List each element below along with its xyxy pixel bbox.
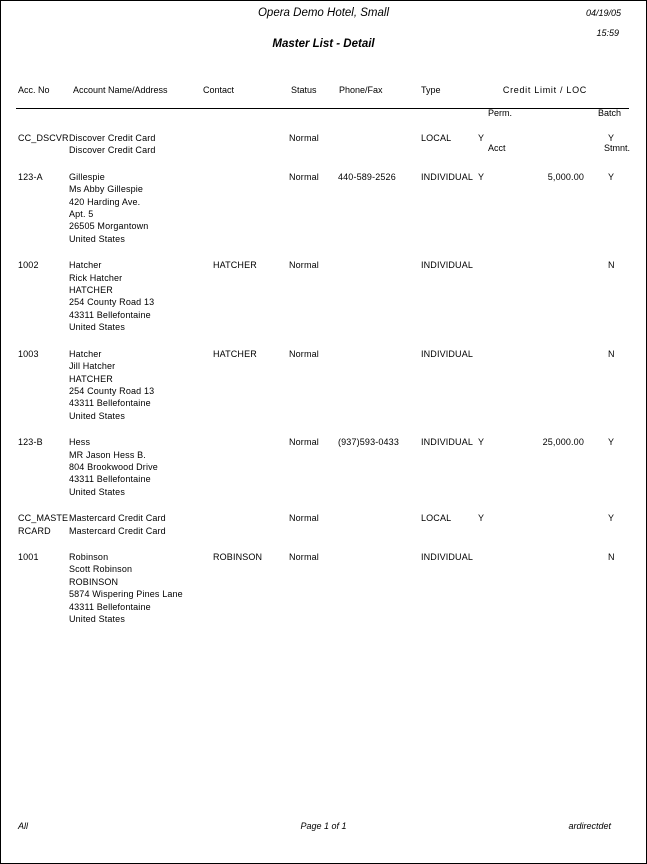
cell-name-line: Hatcher [69, 348, 102, 359]
table-row [1, 132, 646, 157]
cell-name-line: Apt. 5 [69, 209, 94, 220]
cell-credit: 5,000.00 [547, 171, 584, 182]
cell-acc [18, 348, 39, 360]
cell-name-line: United States [69, 486, 125, 497]
column-header-perm-line1: Perm. [488, 108, 513, 118]
cell-acc-line: 123-A [18, 171, 43, 182]
cell-name [69, 348, 646, 422]
cell-name-line: Gillespie [69, 171, 105, 182]
cell-name-line: Ms Abby Gillespie [69, 184, 144, 195]
table-row [1, 259, 646, 333]
table-row [1, 512, 646, 537]
cell-name-line: United States [69, 410, 125, 421]
table-body [1, 132, 646, 639]
table-row [1, 436, 646, 498]
table-row [1, 551, 646, 625]
column-header-perm-line2: Acct [488, 142, 506, 153]
cell-perm: Y [478, 513, 485, 524]
cell-acc-line: RCARD [18, 525, 51, 536]
cell-name [69, 132, 646, 157]
cell-type: INDIVIDUAL [421, 348, 474, 359]
column-header-status: Status [291, 85, 317, 95]
cell-batch: N [608, 260, 615, 271]
cell-status: Normal [289, 348, 319, 359]
cell-name-line: Rick Hatcher [69, 272, 123, 283]
cell-name-line: HATCHER [69, 285, 113, 296]
cell-type: INDIVIDUAL [421, 171, 474, 182]
cell-name-line: Mastercard Credit Card [69, 513, 166, 524]
cell-acc-line: 1002 [18, 260, 39, 271]
cell-acc [18, 171, 43, 183]
cell-acc [18, 551, 39, 563]
cell-batch: Y [608, 437, 615, 448]
cell-acc [18, 436, 43, 448]
cell-credit: 25,000.00 [542, 437, 584, 448]
cell-acc-line: 1001 [18, 551, 39, 562]
cell-name-line: 420 Harding Ave. [69, 196, 141, 207]
page-title: Master List - Detail [272, 38, 375, 50]
cell-name-line: Scott Robinson [69, 564, 133, 575]
cell-name [69, 259, 646, 333]
cell-type: INDIVIDUAL [421, 437, 474, 448]
cell-type: INDIVIDUAL [421, 551, 474, 562]
cell-type: LOCAL [421, 513, 452, 524]
table-row [1, 348, 646, 422]
report-date: 04/19/05 [585, 8, 621, 18]
report-time: 15:59 [596, 28, 619, 38]
cell-status: Normal [289, 437, 319, 448]
cell-phone: 440-589-2526 [338, 171, 396, 182]
column-header-name-address: Account Name/Address [73, 85, 168, 95]
cell-name-line: Discover Credit Card [69, 145, 156, 156]
cell-name-line: 43311 Bellefontaine [69, 398, 151, 409]
cell-name-line: 804 Brookwood Drive [69, 461, 158, 472]
cell-contact: HATCHER [213, 348, 257, 359]
cell-perm: Y [478, 437, 485, 448]
footer-filter: All [18, 821, 29, 831]
cell-type: LOCAL [421, 133, 452, 143]
column-header-credit-limit: Credit Limit / LOC [502, 85, 587, 95]
cell-name-line: 43311 Bellefontaine [69, 309, 151, 320]
cell-name-line: 254 County Road 13 [69, 385, 155, 396]
cell-batch: Y [608, 133, 615, 143]
column-header-batch-line2: Stmnt. [604, 142, 631, 153]
cell-name-line: United States [69, 233, 125, 244]
column-header-phone-fax: Phone/Fax [339, 85, 383, 95]
cell-perm: Y [478, 133, 485, 143]
cell-batch: Y [608, 171, 615, 182]
cell-acc [18, 259, 39, 271]
cell-phone: (937)593-0433 [338, 437, 399, 448]
footer-page-number: Page 1 of 1 [300, 821, 347, 831]
column-header-type: Type [421, 85, 441, 95]
cell-name-line: MR Jason Hess B. [69, 449, 146, 460]
cell-status: Normal [289, 260, 319, 271]
cell-name-line: 26505 Morgantown [69, 221, 149, 232]
column-header-batch-line1: Batch [598, 108, 622, 118]
cell-acc-line: CC_DSCVR [18, 133, 69, 143]
cell-name-line: 43311 Bellefontaine [69, 474, 151, 485]
cell-name-line: ROBINSON [69, 576, 119, 587]
cell-name [69, 512, 646, 537]
cell-status: Normal [289, 171, 319, 182]
cell-acc-line: 123-B [18, 437, 43, 448]
cell-name-line: 43311 Bellefontaine [69, 601, 151, 612]
cell-acc-line: 1003 [18, 348, 39, 359]
cell-name-line: 5874 Wispering Pines Lane [69, 589, 183, 600]
cell-name-line: Robinson [69, 551, 109, 562]
cell-perm: Y [478, 171, 485, 182]
cell-name-line: Mastercard Credit Card [69, 525, 166, 536]
cell-batch: N [608, 551, 615, 562]
cell-contact: HATCHER [213, 260, 257, 271]
cell-name-line: 254 County Road 13 [69, 297, 155, 308]
cell-name-line: Hatcher [69, 260, 102, 271]
column-header-contact: Contact [203, 85, 235, 95]
cell-acc [18, 512, 68, 537]
hotel-name: Opera Demo Hotel, Small [257, 7, 390, 19]
cell-name-line: Jill Hatcher [69, 361, 116, 372]
cell-acc [18, 132, 69, 144]
cell-name-line: Hess [69, 437, 91, 448]
cell-acc-line: CC_MASTE [18, 513, 69, 524]
cell-name-line: United States [69, 614, 125, 624]
cell-name-line: HATCHER [69, 373, 113, 384]
header-rule [16, 108, 629, 109]
cell-type: INDIVIDUAL [421, 260, 474, 271]
column-header-acc-no: Acc. No [18, 85, 50, 95]
cell-status: Normal [289, 133, 319, 143]
table-row [1, 171, 646, 245]
cell-batch: N [608, 348, 615, 359]
cell-name-line: Discover Credit Card [69, 133, 156, 143]
cell-batch: Y [608, 513, 615, 524]
cell-contact: ROBINSON [213, 551, 263, 562]
cell-name-line: United States [69, 322, 125, 333]
footer-report-id: ardirectdet [568, 821, 611, 831]
cell-status: Normal [289, 551, 319, 562]
cell-status: Normal [289, 513, 319, 524]
cell-name [69, 551, 646, 625]
